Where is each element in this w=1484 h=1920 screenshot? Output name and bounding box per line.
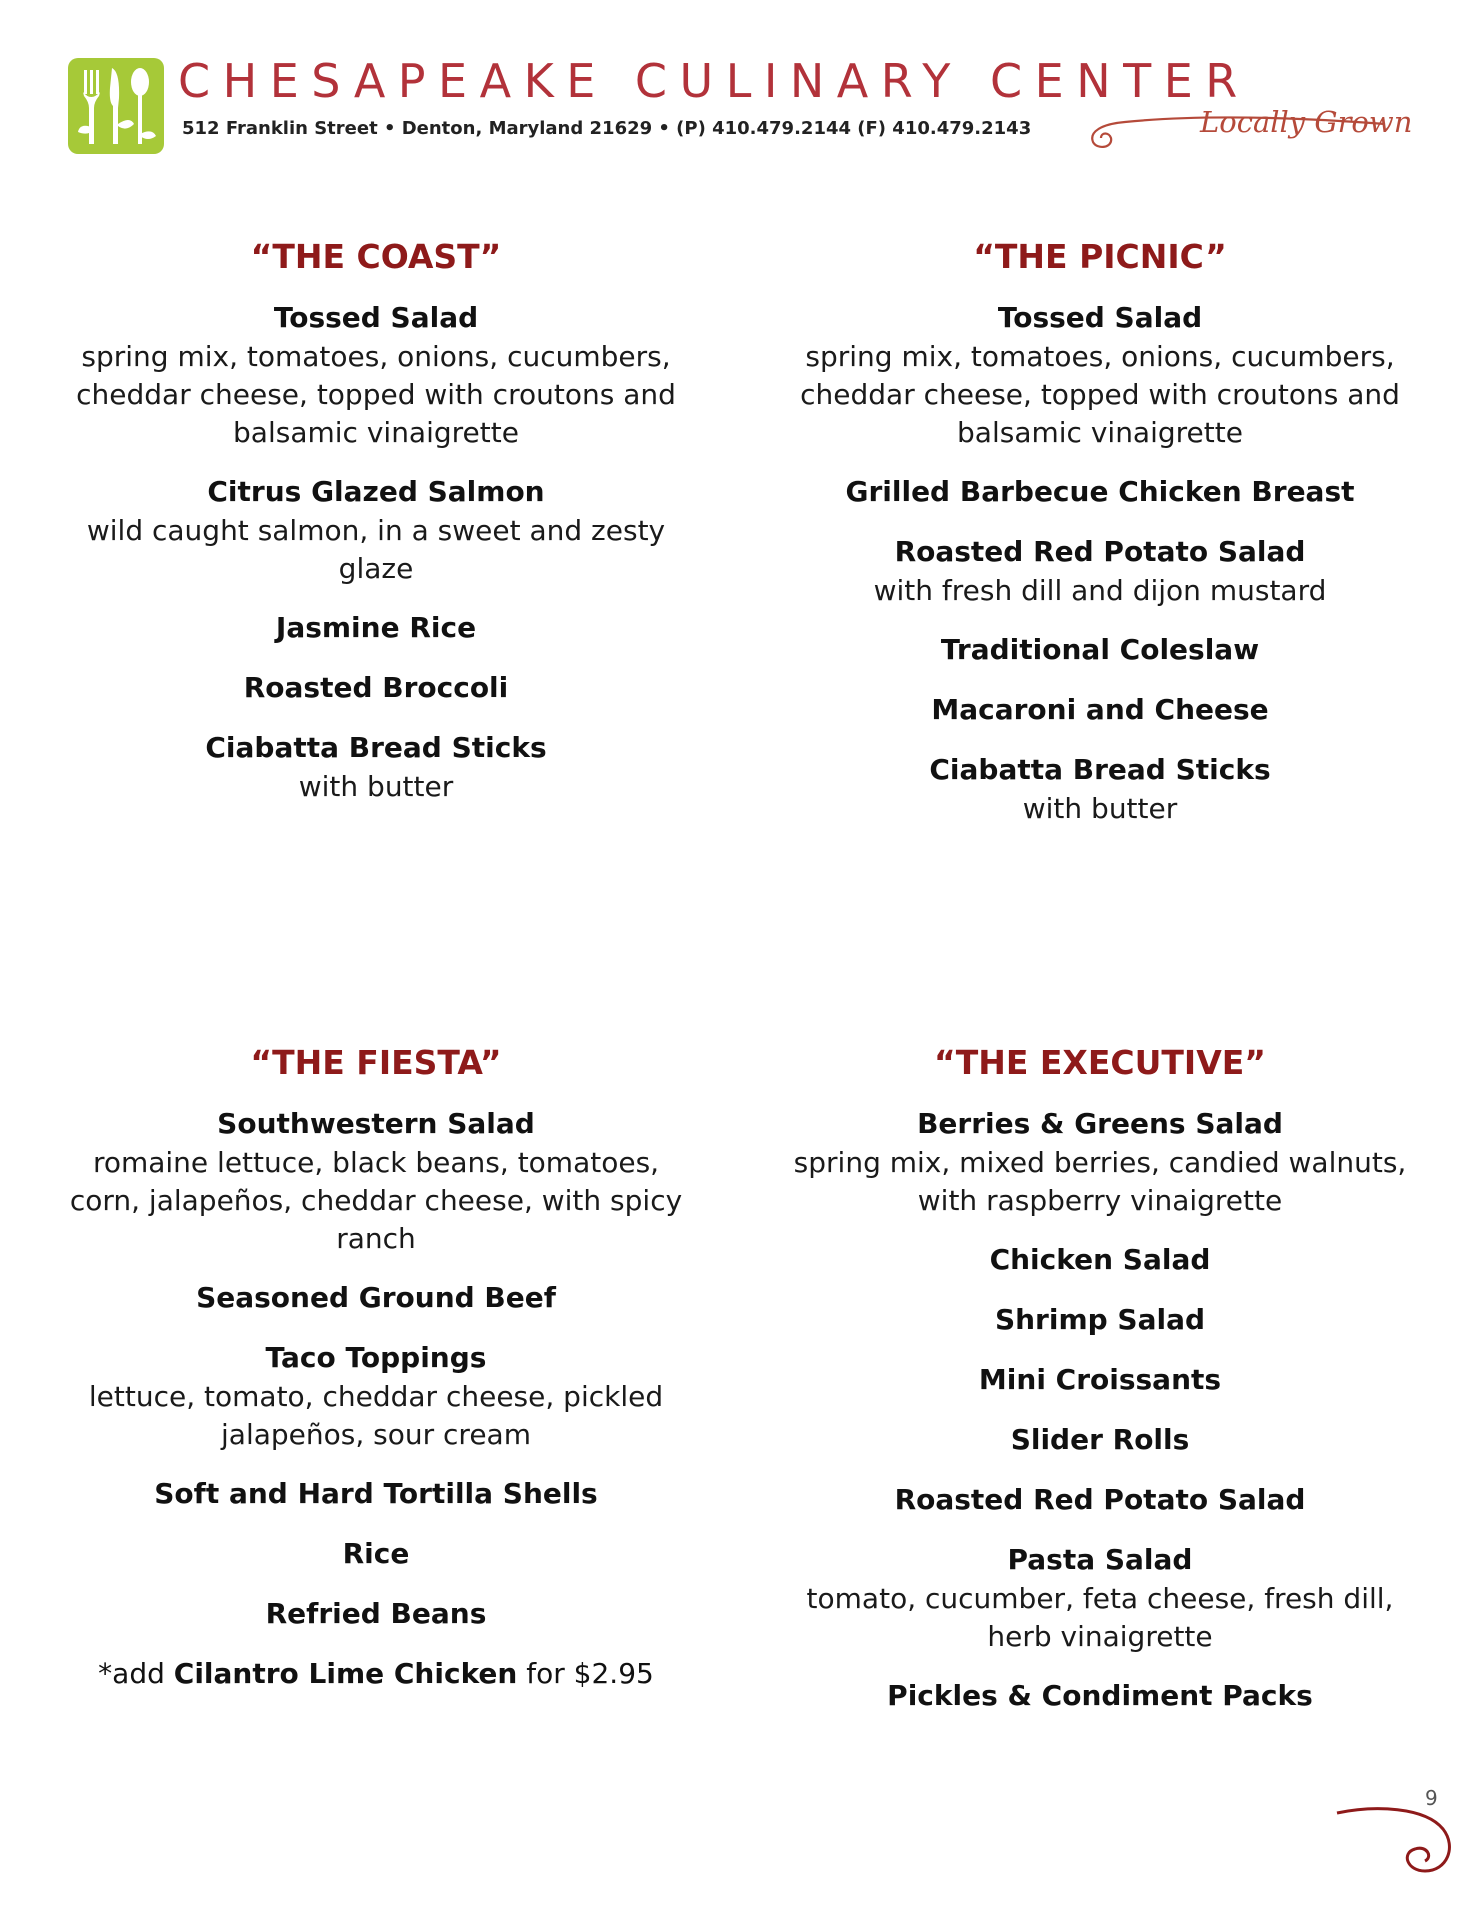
- menu-item: [780, 1420, 1420, 1460]
- item-description: wild caught salmon, in a sweet and zesty glaze: [86, 514, 666, 585]
- menu-item: [56, 1534, 696, 1574]
- package-title: “THE EXECUTIVE”: [934, 1043, 1266, 1082]
- item-name: Macaroni and Cheese: [931, 693, 1269, 726]
- menu-item: [56, 1338, 696, 1454]
- item-name: Rice: [342, 1537, 410, 1570]
- item-name: Pickles & Condiment Packs: [887, 1679, 1313, 1712]
- menu-item: [56, 1594, 696, 1634]
- menu-item: [780, 1360, 1420, 1400]
- menu-item: [780, 690, 1420, 730]
- menu-item: [56, 472, 696, 588]
- brand-address: 512 Franklin Street • Denton, Maryland 21629 • (P) 410.479.2144 (F) 410.479.2143: [182, 118, 1032, 139]
- item-name: Traditional Coleslaw: [940, 633, 1260, 666]
- addon-suffix: for $2.95: [517, 1657, 654, 1690]
- package-title: “THE COAST”: [250, 237, 502, 276]
- item-name: Roasted Broccoli: [243, 671, 509, 704]
- item-name: Grilled Barbecue Chicken Breast: [845, 475, 1355, 508]
- menu-item: [780, 532, 1420, 610]
- item-description: romaine lettuce, black beans, tomatoes, corn, jalapeños, cheddar cheese, with spicy ranch: [69, 1146, 683, 1255]
- item-description: spring mix, mixed berries, candied walnuts, with raspberry vinaigrette: [793, 1146, 1407, 1217]
- menu-item: [780, 1104, 1420, 1220]
- package-coast: [56, 234, 696, 826]
- item-name: Seasoned Ground Beef: [196, 1281, 556, 1314]
- menu-item: [780, 472, 1420, 512]
- package-picnic: [780, 234, 1420, 848]
- item-name: Chicken Salad: [989, 1243, 1211, 1276]
- logo: [68, 58, 164, 154]
- item-name: Pasta Salad: [1007, 1543, 1193, 1576]
- menu-item: [56, 1104, 696, 1258]
- menu-item: [780, 1480, 1420, 1520]
- package-title: “THE FIESTA”: [250, 1043, 502, 1082]
- menu-item: [780, 1540, 1420, 1656]
- item-description: lettuce, tomato, cheddar cheese, pickled jalapeños, sour cream: [88, 1380, 664, 1451]
- package-executive: [780, 1040, 1420, 1736]
- item-description: spring mix, tomatoes, onions, cucumbers, cheddar cheese, topped with croutons and balsamic vinaigrette: [76, 340, 676, 449]
- menu-item: [56, 728, 696, 806]
- menu-item: [56, 1474, 696, 1514]
- item-name: Jasmine Rice: [275, 611, 477, 644]
- fork-knife-spoon-icon: [68, 58, 164, 154]
- menu-item: [56, 668, 696, 708]
- addon-note: [56, 1654, 696, 1694]
- item-description: tomato, cucumber, feta cheese, fresh dill, herb vinaigrette: [806, 1582, 1394, 1653]
- menu-item: [56, 298, 696, 452]
- item-name: Refried Beans: [265, 1597, 487, 1630]
- item-name: Shrimp Salad: [994, 1303, 1206, 1336]
- addon-item: Cilantro Lime Chicken: [173, 1657, 518, 1690]
- menu-item: [780, 1676, 1420, 1716]
- item-description: with fresh dill and dijon mustard: [873, 574, 1327, 607]
- menu-item: [780, 298, 1420, 452]
- page-number: 9: [1425, 1786, 1438, 1810]
- item-name: Tossed Salad: [997, 301, 1203, 334]
- item-name: Ciabatta Bread Sticks: [929, 753, 1271, 786]
- menu-item: [780, 1240, 1420, 1280]
- package-fiesta: [56, 1040, 696, 1694]
- menu-item: [56, 608, 696, 648]
- item-name: Slider Rolls: [1010, 1423, 1190, 1456]
- brand-title: CHESAPEAKE CULINARY CENTER: [178, 54, 1250, 108]
- addon-prefix: *add: [98, 1657, 174, 1690]
- item-name: Ciabatta Bread Sticks: [205, 731, 547, 764]
- item-name: Citrus Glazed Salmon: [207, 475, 545, 508]
- item-name: Taco Toppings: [265, 1341, 487, 1374]
- tagline: Locally Grown: [1200, 105, 1413, 139]
- item-name: Mini Croissants: [978, 1363, 1222, 1396]
- menu-item: [56, 1278, 696, 1318]
- swirl-icon: [1335, 1795, 1465, 1885]
- item-name: Soft and Hard Tortilla Shells: [154, 1477, 598, 1510]
- item-name: Roasted Red Potato Salad: [894, 1483, 1306, 1516]
- menu-item: [780, 750, 1420, 828]
- item-description: spring mix, tomatoes, onions, cucumbers, cheddar cheese, topped with croutons and balsamic vinaigrette: [800, 340, 1400, 449]
- item-name: Roasted Red Potato Salad: [894, 535, 1306, 568]
- menu-item: [780, 1300, 1420, 1340]
- item-description: with butter: [298, 770, 454, 803]
- item-name: Berries & Greens Salad: [917, 1107, 1283, 1140]
- menu-item: [780, 630, 1420, 670]
- item-name: Tossed Salad: [273, 301, 479, 334]
- item-description: with butter: [1022, 792, 1178, 825]
- package-title: “THE PICNIC”: [973, 237, 1227, 276]
- item-name: Southwestern Salad: [217, 1107, 535, 1140]
